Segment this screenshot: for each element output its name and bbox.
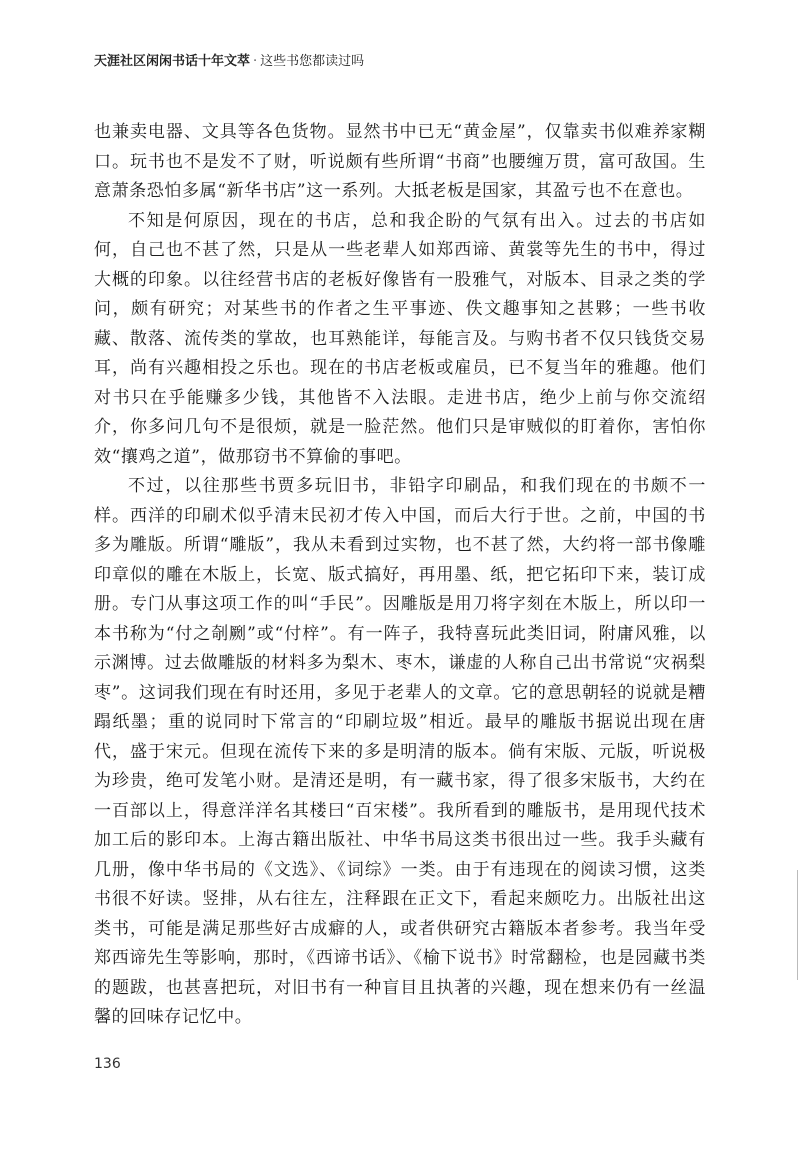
running-header: [94, 50, 364, 69]
page-edge-shadow: [793, 870, 798, 980]
paragraph: 不知是何原因，现在的书店，总和我企盼的气氛有出入。过去的书店如何，自己也不甚了然，只是从一些老辈人如郑西谛、黄裳等先生的书中，得过大概的印象。以往经营书店的老板好像皆有一股雅气，对版本、目录之类的学问，颇有研究；对某些书的作者之生平事迹、佚文趣事知之甚夥；一些书收藏、散落、流传类的掌故，也耳熟能详，每能言及。与购书者不仅只钱货交易耳，尚有兴趣相投之乐也。现在的书店老板或雇员，已不复当年的雅趣。他们对书只在乎能赚多少钱，其他皆不入法眼。走进书店，绝少上前与你交流绍介，你多问几句不是很烦，就是一脸茫然。他们只是审贼似的盯着你，害怕你效“攘鸡之道”，做那窃书不算偷的事吧。: [94, 210, 706, 467]
series-title: 天涯社区闲闲书话十年文萃: [94, 54, 251, 69]
paragraph-continued: 也兼卖电器、文具等各色货物。显然书中已无“黄金屋”，仅靠卖书似难养家糊口。玩书也不是发不了财，听说颇有些所谓“书商”也腰缠万贯，富可敌国。生意萧条恐怕多属“新华书店”这一系列。大抵老板是国家，其盈亏也不在意也。: [94, 122, 706, 201]
body-text: [94, 118, 706, 1033]
page-number: 136: [94, 1056, 121, 1072]
header-separator: ·: [253, 54, 258, 69]
chapter-title: 这些书您都读过吗: [260, 54, 365, 69]
paragraph: 不过，以往那些书贾多玩旧书，非铅字印刷品，和我们现在的书颇不一样。西洋的印刷术似乎清末民初才传入中国，而后大行于世。之前，中国的书多为雕版。所谓“雕版”，我从未看到过实物，也不甚了然，大约将一部书像雕印章似的雕在木版上，长宽、版式搞好，再用墨、纸，把它拓印下来，装订成册。专门从事这项工作的叫“手民”。因雕版是用刀将字刻在木版上，所以印一本书称为“付之剞劂”或“付梓”。有一阵子，我特喜玩此类旧词，附庸风雅，以示渊博。过去做雕版的材料多为梨木、枣木，谦虚的人称自己出书常说“灾祸梨枣”。这词我们现在有时还用，多见于老辈人的文章。它的意思朝轻的说就是糟蹋纸墨；重的说同时下常言的“印刷垃圾”相近。最早的雕版书据说出现在唐代，盛于宋元。但现在流传下来的多是明清的版本。倘有宋版、元版，听说极为珍贵，绝可发笔小财。是清还是明，有一藏书家，得了很多宋版书，大约在一百部以上，得意洋洋名其楼曰“百宋楼”。我所看到的雕版书，是用现代技术加工后的影印本。上海古籍出版社、中华书局这类书很出过一些。我手头藏有几册，像中华书局的《文选》、《词综》一类。由于有违现在的阅读习惯，这类书很不好读。竖排，从右往左，注释跟在正文下，看起来颇吃力。出版社出这类书，可能是满足那些好古成癖的人，或者供研究古籍版本者参考。我当年受郑西谛先生等影响，那时，《西谛书话》、《榆下说书》时常翻检，也是园藏书类的题跋，也甚喜把玩，对旧书有一种盲目且执著的兴趣，现在想来仍有一丝温馨的回味存记忆中。: [94, 476, 706, 1027]
